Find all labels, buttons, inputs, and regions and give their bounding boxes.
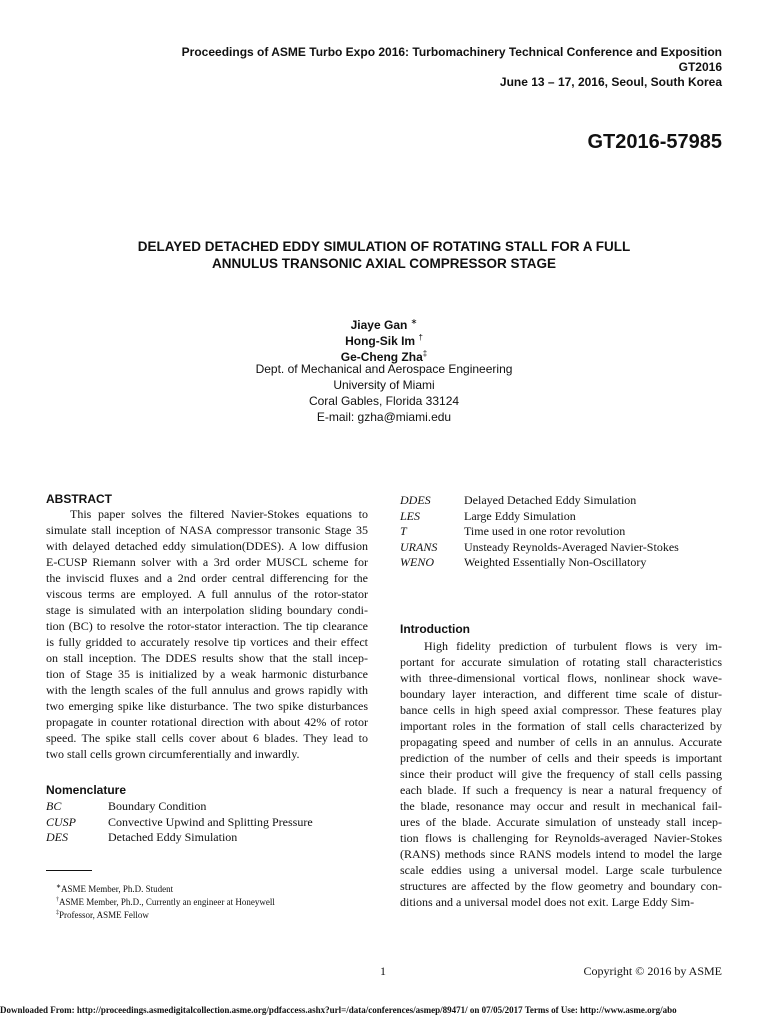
download-notice[interactable]: Downloaded From: http://proceedings.asmedigitalcollection.asme.org/pdfaccess.ashx?url=/data/conferences/asmep/89471/ on 07/05/2017 Terms of Use: http://www.asme.org/abo: [0, 1005, 677, 1015]
nomenclature-symbol: DDES: [400, 493, 431, 507]
nomenclature-definition: Unsteady Reynolds-Averaged Navier-Stokes: [464, 539, 679, 554]
footnote-divider: [46, 870, 92, 871]
text-line: stage is simulated with an interpolation sliding boundary condi-: [46, 603, 368, 617]
text-line: simulate stall inception of NASA compressor transonic Stage 35: [46, 523, 368, 537]
text-line: with the length scales of the full annulus and grows rapidly with: [46, 683, 368, 697]
nomenclature-symbol: WENO: [400, 555, 434, 569]
nomenclature-symbol: LES: [400, 508, 421, 523]
nomenclature-symbol: CUSP: [46, 814, 76, 829]
nomenclature-definition: Large Eddy Simulation: [464, 508, 576, 523]
nomenclature-definition: Convective Upwind and Splitting Pressure: [108, 814, 313, 829]
text-line: on stall inception. The DDES results show that the stall incep-: [46, 651, 368, 665]
author-2: Hong-Sik Im †: [345, 333, 423, 348]
text-line: E-CUSP Riemann solver with a 3rd order MUSCL scheme for: [46, 555, 368, 569]
text-line: tion (BC) to resolve the rotor-stator interaction. The tip clearance: [46, 619, 368, 633]
nomenclature-symbol: BC: [46, 799, 62, 813]
text-line: This paper solves the filtered Navier-Stokes equations to: [70, 507, 368, 521]
affiliation-university: University of Miami: [333, 378, 435, 392]
text-line: the inviscid fluxes and a 2nd order central differencing for the: [46, 571, 368, 585]
text-line: two stall cells grown circumferentially and inwardly.: [46, 747, 300, 761]
nomenclature-symbol: URANS: [400, 539, 438, 554]
nomenclature-list-left: [46, 798, 368, 846]
nomenclature-heading: Nomenclature: [46, 783, 127, 797]
text-line: important roles in the formation of stall cells characterized by: [400, 719, 722, 733]
text-line: portant for accurate simulation of rotating stall characteristics: [400, 655, 722, 669]
nomenclature-definition: Detached Eddy Simulation: [108, 830, 238, 844]
text-line: ditions and a universal model does not exit. Large Eddy Sim-: [400, 895, 695, 909]
affiliation-dept: Dept. of Mechanical and Aerospace Engineering: [255, 362, 513, 376]
text-line: propagate in counter rotational direction with about 42% of rotor: [46, 715, 368, 729]
text-line: structures are affected by the flow geometry and boundary con-: [400, 879, 722, 893]
affiliation-email: E-mail: gzha@miami.edu: [316, 410, 452, 424]
text-line: the blade, resonance may occur and result in mechanical fail-: [400, 799, 722, 813]
text-line: since their product will give the frequency of stall cells passing: [400, 767, 722, 781]
nomenclature-definition: Delayed Detached Eddy Simulation: [464, 493, 637, 507]
text-line: with three-dimensional vortical flows, nonlinear shock wave-: [400, 671, 722, 685]
conference-code: GT2016: [678, 60, 722, 74]
text-line: High fidelity prediction of turbulent flows is very im-: [424, 639, 722, 653]
author-3: Ge-Cheng Zha‡: [340, 349, 428, 364]
text-line: tion of Stage 35 is initialized by a weak harmonic disturbance: [46, 667, 368, 681]
text-line: prediction of the number of cells and their speeds is important: [400, 751, 722, 765]
nomenclature-definition: Time used in one rotor revolution: [464, 524, 626, 538]
abstract-body: [46, 506, 368, 762]
text-line: boundary layer interaction, and different time scale of distur-: [400, 687, 722, 701]
text-line: is fully gridded to accurately resolve tip vortices and their effect: [46, 635, 368, 649]
text-line: scale eddies using a universal model. Large scale turbulence: [400, 863, 722, 877]
text-line: each blade. If such a frequency is near a natural frequency of: [400, 783, 722, 797]
footnote-3: ‡Professor, ASME Fellow: [56, 910, 149, 920]
nomenclature-symbol: DES: [46, 830, 68, 844]
paper-id: GT2016-57985: [587, 131, 722, 153]
abstract-heading: ABSTRACT: [46, 492, 112, 506]
introduction-heading: Introduction: [400, 622, 470, 636]
text-line: with delayed detached eddy simulation(DDES). A low diffusion: [46, 539, 368, 553]
footnote-2: †ASME Member, Ph.D., Currently an engineer at Honeywell: [56, 897, 275, 907]
nomenclature-list-right: [400, 492, 722, 572]
introduction-body: [400, 638, 722, 910]
copyright-notice: Copyright © 2016 by ASME: [583, 964, 722, 978]
proceedings-line: Proceedings of ASME Turbo Expo 2016: Turbomachinery Technical Conference and Exposition: [181, 45, 722, 59]
nomenclature-definition: Boundary Condition: [108, 799, 207, 813]
author-1: Jiaye Gan ∗: [350, 317, 418, 332]
paper-title-line-2: ANNULUS TRANSONIC AXIAL COMPRESSOR STAGE: [211, 256, 557, 271]
text-line: ures of the blade. Accurate simulation of unsteady stall incep-: [400, 815, 722, 829]
paper-title-line-1: DELAYED DETACHED EDDY SIMULATION OF ROTATING STALL FOR A FULL: [137, 239, 631, 254]
text-line: (RANS) methods since RANS models intend to model the large: [400, 847, 722, 861]
footnote-1: ∗ASME Member, Ph.D. Student: [56, 884, 174, 894]
text-line: viscous terms are employed. A full annulus of the rotor-stator: [46, 587, 368, 601]
nomenclature-symbol: T: [400, 524, 407, 538]
page-number: 1: [380, 964, 386, 978]
conference-dates: June 13 – 17, 2016, Seoul, South Korea: [499, 75, 722, 89]
nomenclature-definition: Weighted Essentially Non-Oscillatory: [464, 555, 647, 569]
affiliation-city: Coral Gables, Florida 33124: [308, 394, 460, 408]
text-line: speed. The spike stall cells cover about 6 blades. They lead to: [46, 731, 368, 745]
text-line: tion flows is challenging for Reynolds-averaged Navier-Stokes: [400, 831, 722, 845]
text-line: two emerging spike like disturbance. The two spike disturbances: [46, 699, 368, 713]
text-line: bance cells in high speed axial compressor. These features play: [400, 703, 722, 717]
text-line: propagating speed and number of cells in an annulus. Accurate: [400, 735, 722, 749]
